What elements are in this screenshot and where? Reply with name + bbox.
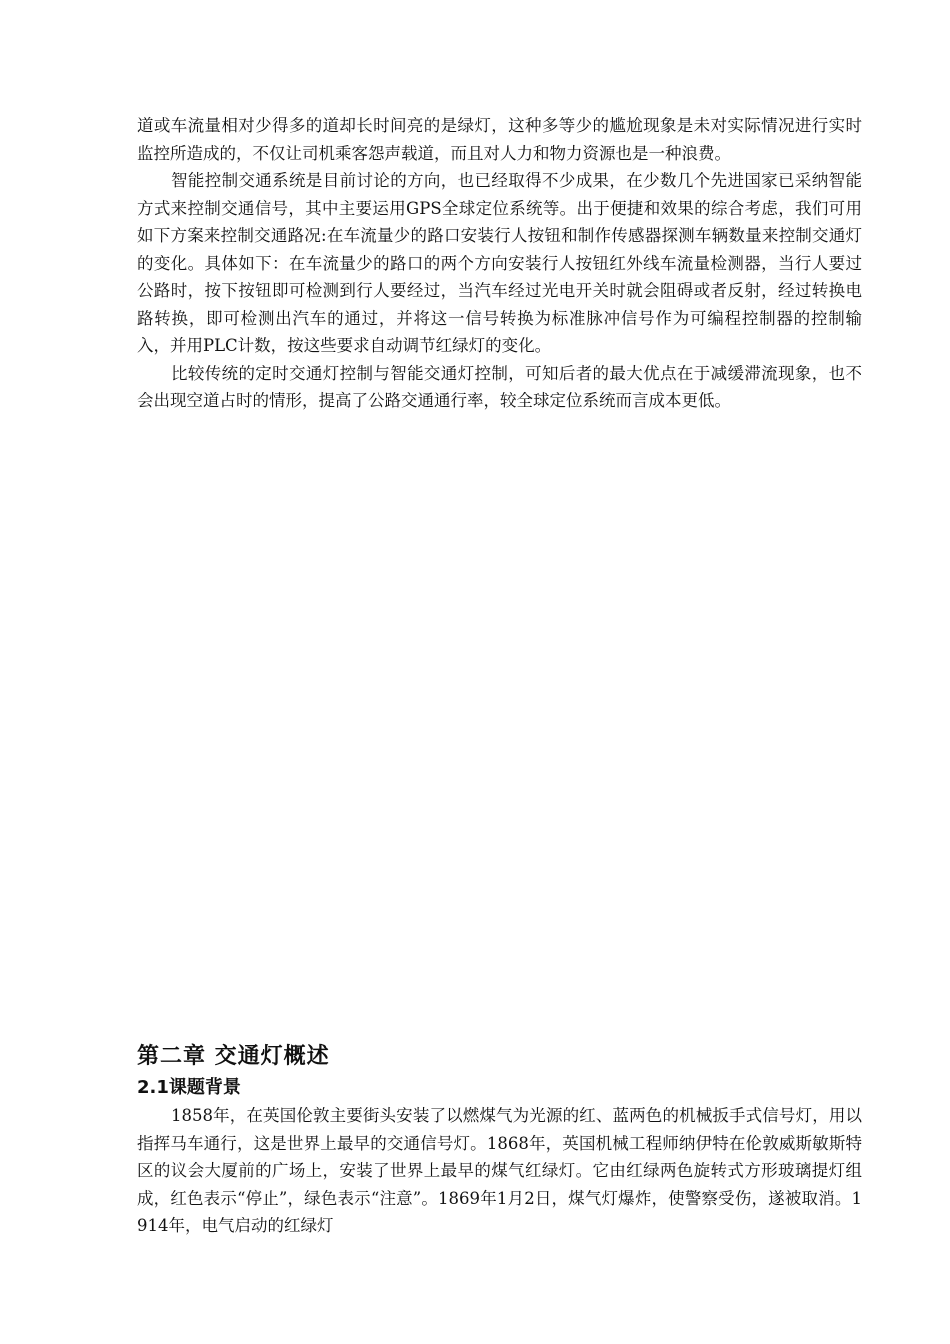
section-title: 2.1课题背景 xyxy=(137,1077,241,1098)
paragraph-intelligent-control: 智能控制交通系统是目前讨论的方向，也已经取得不少成果，在少数几个先进国家已采纳智能方式来控制交通信号，其中主要运用GPS全球定位系统等。出于便捷和效果的综合考虑，我们可用如下方案来控制交通路况:在车流量少的路口安装行人按钮和制作传感器探测车辆数量来控制交通灯的变化。具体如下：在车流量少的路口的两个方向安装行人按钮红外线车流量检测器，当行人要过公路时，按下按钮即可检测到行人要经过，当汽车经过光电开关时就会阻碍或者反射，经过转换电路转换，即可检测出汽车的通过，并将这一信号转换为标准脉冲信号作为可编程控制器的控制输入，并用PLC计数，按这些要求自动调节红绿灯的变化。 xyxy=(137,171,862,355)
top-text-block xyxy=(137,112,862,415)
paragraph-comparison: 比较传统的定时交通灯控制与智能交通灯控制，可知后者的最大优点在于减缓滞流现象，也不会出现空道占时的情形，提高了公路交通通行率，较全球定位系统而言成本更低。 xyxy=(137,363,862,410)
paragraph-continuation: 道或车流量相对少得多的道却长时间亮的是绿灯，这种多等少的尴尬现象是未对实际情况进行实时监控所造成的，不仅让司机乘客怨声载道，而且对人力和物力资源也是一种浪费。 xyxy=(137,116,862,163)
chapter-block xyxy=(137,1040,862,1240)
chapter-title: 第二章 交通灯概述 xyxy=(137,1044,330,1069)
paragraph-history: 1858年，在英国伦敦主要街头安装了以燃煤气为光源的红、蓝两色的机械扳手式信号灯，用以指挥马车通行，这是世界上最早的交通信号灯。1868年，英国机械工程师纳伊特在伦敦威斯敏斯特区的议会大厦前的广场上，安装了世界上最早的煤气红绿灯。它由红绿两色旋转式方形玻璃提灯组成，红色表示“停止”，绿色表示“注意”。1869年1月2日，煤气灯爆炸，使警察受伤，遂被取消。1914年，电气启动的红绿灯 xyxy=(137,1106,862,1235)
